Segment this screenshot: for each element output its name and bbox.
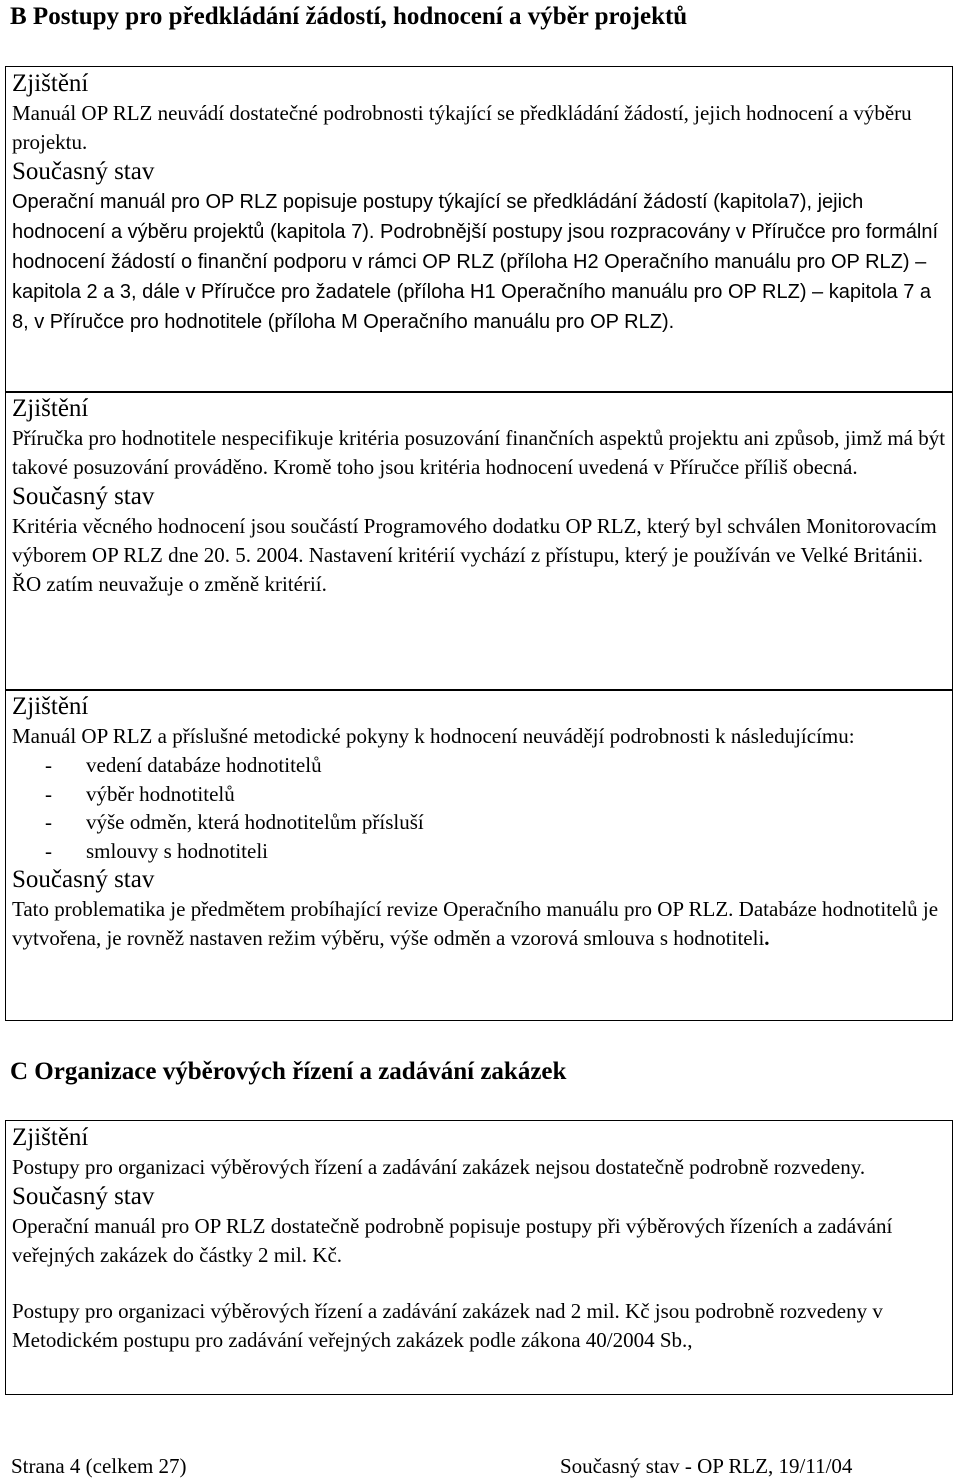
section-b-heading: B Postupy pro předkládání žádostí, hodnocení a výběr projektů xyxy=(10,3,688,30)
finding-label: Zjištění xyxy=(12,693,89,720)
list-item-text: výběr hodnotitelů xyxy=(86,781,235,806)
paragraph-gap xyxy=(12,1270,946,1297)
status-text xyxy=(12,895,946,953)
status-label: Současný stav xyxy=(12,483,155,510)
status-text-main: Tato problematika je předmětem probíhající revize Operačního manuálu pro OP RLZ. Databáze hodnotitelů je vytvořena, je rovněž nastaven režim výběru, výše odměn a vzorová smlouva s hodnotiteli xyxy=(12,897,939,950)
status-text xyxy=(12,187,946,337)
section-c-heading: C Organizace výběrových řízení a zadávání zakázek xyxy=(10,1058,567,1085)
status-label: Současný stav xyxy=(12,866,155,893)
status-text-detail: Podrobnější postupy jsou rozpracovány v Příručce pro formální hodnocení žádostí o finanční podporu v rámci OP RLZ (příloha H2 Operačního manuálu pro OP RLZ) – kapitola 2 a 3, dále v Příručce pro žadatele (příloha H1 Operačního manuálu pro OP RLZ) – kapitola 7 a 8, v Příručce pro hodnotitele (příloha M Operačního manuálu pro OP RLZ). xyxy=(12,221,939,333)
status-text: Kritéria věcného hodnocení jsou součástí Programového dodatku OP RLZ, který byl schválen Monitorovacím výborem OP RLZ dne 20. 5. 2004. Nastavení kritérií vychází z přístupu, který je používán ve Velké Británii. xyxy=(12,514,937,567)
list-item: - výše odměn, která hodnotitelům přísluší xyxy=(45,810,424,834)
finding-box-3 xyxy=(5,689,953,1021)
finding-text: Příručka pro hodnotitele nespecifikuje kritéria posuzování finančních aspektů projektu ani způsob, jimž má být takové posuzování prováděno. Kromě toho jsou kritéria hodnocení uvedená v Příručce příliš obecná. xyxy=(12,426,946,479)
finding-label: Zjištění xyxy=(12,70,89,97)
status-label: Současný stav xyxy=(12,158,155,185)
list-item: - smlouvy s hodnotiteli xyxy=(45,838,269,863)
finding-text: Postupy pro organizaci výběrových řízení a zadávání zakázek nejsou dostatečně podrobně rozvedeny. xyxy=(12,1155,866,1179)
list-item: - vedení databáze hodnotitelů xyxy=(45,753,322,777)
status-text-2: Postupy pro organizaci výběrových řízení a zadávání zakázek nad 2 mil. Kč jsou podrobně rozvedeny v Metodickém postupu pro zadávání veřejných zakázek podle zákona 40/2004 Sb., xyxy=(12,1299,883,1352)
finding-box-1 xyxy=(5,66,953,393)
list-item-text: vedení databáze hodnotitelů xyxy=(86,753,322,777)
status-text-end: . xyxy=(764,926,770,950)
finding-label: Zjištění xyxy=(12,395,89,422)
finding-label: Zjištění xyxy=(12,1124,89,1151)
list-item-text: smlouvy s hodnotiteli xyxy=(86,838,269,863)
finding-box-2 xyxy=(5,391,953,691)
status-text-2: ŘO zatím neuvažuje o změně kritérií. xyxy=(12,572,327,596)
finding-text: Manuál OP RLZ neuvádí dostatečné podrobnosti týkající se předkládání žádostí, jejich hodnocení a výběru projektu. xyxy=(12,101,912,154)
footer-doc-status: Současný stav - OP RLZ, 19/11/04 xyxy=(560,1454,853,1478)
status-label: Současný stav xyxy=(12,1183,155,1210)
finding-text: Manuál OP RLZ a příslušné metodické pokyny k hodnocení neuvádějí podrobnosti k následujícímu: xyxy=(12,724,855,748)
list-item-text: výše odměn, která hodnotitelům přísluší xyxy=(86,810,424,834)
list-item: - výběr hodnotitelů xyxy=(45,781,235,806)
status-text: Operační manuál pro OP RLZ dostatečně podrobně popisuje postupy při výběrových řízeních a zadávání veřejných zakázek do částky 2 mil. Kč. xyxy=(12,1214,893,1267)
status-text-sans: Operační manuál pro OP RLZ popisuje postupy týkající se předkládání žádostí (kapitola7), jejich hodnocení a výběru projektů (kapitola 7). xyxy=(12,191,864,243)
missing-details-list xyxy=(12,751,946,865)
finding-box-4 xyxy=(5,1120,953,1395)
footer-page-info: Strana 4 (celkem 27) xyxy=(11,1454,187,1478)
